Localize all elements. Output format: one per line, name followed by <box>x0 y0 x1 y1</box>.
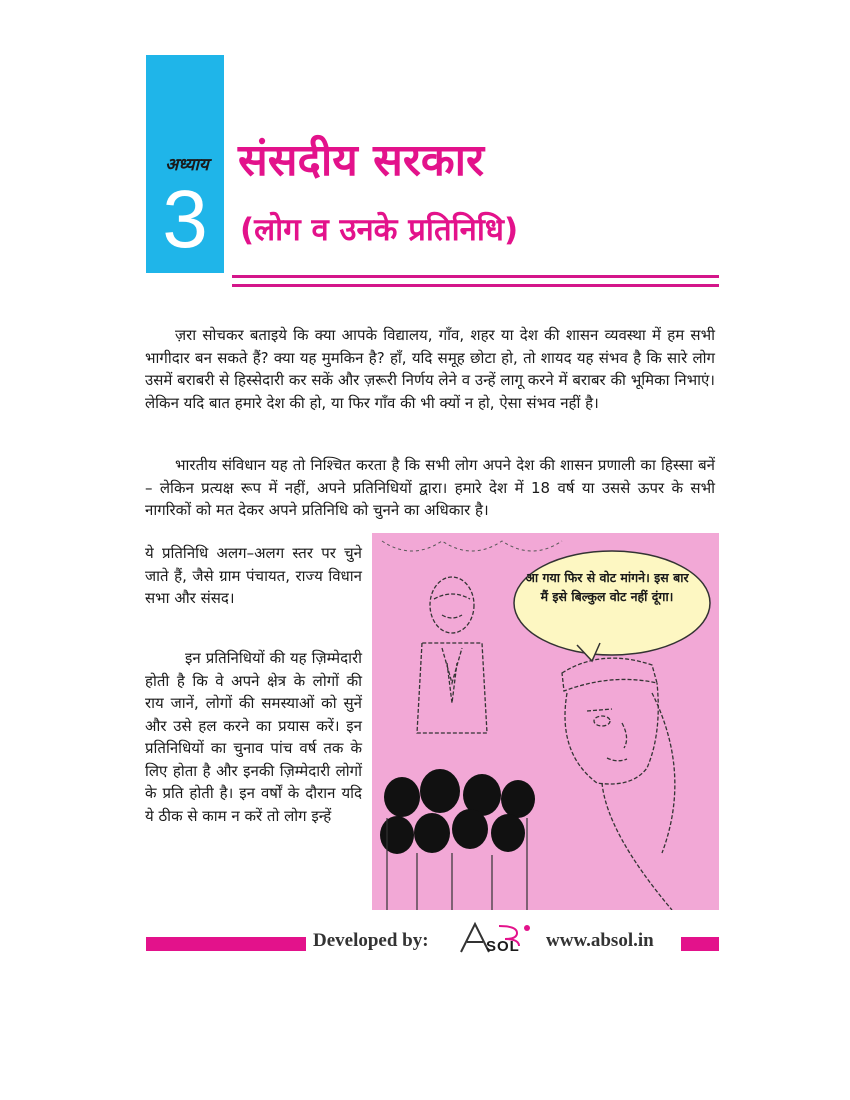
footer-bar-left <box>146 937 306 951</box>
speech-bubble-text: आ गया फिर से वोट मांगने। इस बार मैं इसे बिल्कुल वोट नहीं दूंगा। <box>525 570 689 604</box>
chapter-subtitle: (लोग व उनके प्रतिनिधि) <box>240 212 519 248</box>
chapter-title: संसदीय सरकार <box>238 135 485 186</box>
logo-text: SOL <box>486 938 520 955</box>
footer-url-link[interactable]: www.absol.in <box>546 930 654 951</box>
chapter-number: 3 <box>162 174 208 265</box>
title-divider-bottom <box>232 284 719 287</box>
footer-bar-right <box>681 937 719 951</box>
chapter-label: अध्याय <box>165 155 209 175</box>
footer-developed-by: Developed by: <box>313 930 429 951</box>
title-divider-top <box>232 275 719 278</box>
paragraph-constitution: भारतीय संविधान यह तो निश्चित करता है कि सभी लोग अपने देश की शासन प्रणाली का हिस्सा बनें – लेकिन प्रत्यक्ष रूप में नहीं, अपने प्रतिनिधियों द्वारा। हमारे देश में 18 वर्ष या उससे ऊपर के सभी नागरिकों को मत देकर अपने प्रतिनिधि को चुनने का अधिकार है। <box>145 456 715 519</box>
paragraph-responsibility: इन प्रतिनिधियों की यह ज़िम्मेदारी होती है कि वे अपने क्षेत्र के लोगों की राय जानें, लोगों की समस्याओं को सुनें और उसे हल करने का प्रयास करें। इन प्रतिनिधियों का चुनाव पांच वर्ष तक के लिए होता है और इनकी ज़िम्मेदारी लोगों के प्रति होती है। इन वर्षों के दौरान यदि ये ठीक से काम न करें तो लोग इन्हें <box>145 649 362 825</box>
paragraph-levels: ये प्रतिनिधि अलग–अलग स्तर पर चुने जाते हैं, जैसे ग्राम पंचायत, राज्य विधान सभा और संसद। <box>145 544 362 607</box>
paragraph-intro: ज़रा सोचकर बताइये कि क्या आपके विद्यालय, गाँव, शहर या देश की शासन व्यवस्था में हम सभी भागीदार बन सकते हैं? क्या यह मुमकिन है? हाँ, यदि समूह छोटा हो, तो शायद यह संभव है कि सारे लोग उसमें बराबरी से हिस्सेदारी कर सकें और ज़रूरी निर्णय लेने व उन्हें लागू करने में बराबर की भूमिका निभाएं। लेकिन यदि बात हमारे देश की हो, या फिर गाँव की भी क्यों न हो, ऐसा संभव नहीं है। <box>145 326 715 412</box>
